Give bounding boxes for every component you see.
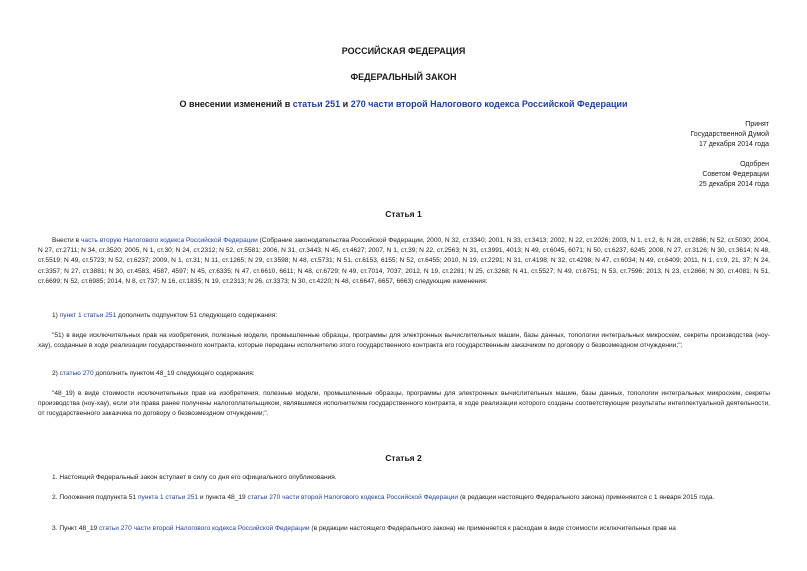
paragraph-3-text: 3. Пункт 48_19 [52, 525, 99, 532]
article-2-paragraph-1 [38, 473, 770, 483]
adopted-label: Принят [745, 121, 769, 128]
article-1-item-1 [38, 311, 770, 321]
quote-2-text: "48_19) в виде стоимости исключительных прав на изобретения, полезные модели, промышленные образцы, программы для электронных вычислительных машин, базы данных, топологии интегральных микросхем, секреты производства (ноу-хау), если эти права ранее получены налогоплательщиком, являвшимся исполнителем государственного контракта, в ходе реализации которого созданы соответствующие результаты интеллектуальной деятельности, от государственного заказчика по договору о безвозмездном отчуждении;". [38, 390, 770, 418]
tax-code-part-two-link[interactable]: часть вторую Налогового кодекса Российской Федерации [80, 237, 258, 244]
paragraph-1-text: 1. Настоящий Федеральный закон вступает в силу со дня его официального опубликования. [52, 474, 337, 481]
article-1-item-2 [38, 369, 770, 379]
quote-1-text: "51) в виде исключительных прав на изобретения, полезные модели, промышленные образцы, программы для электронных вычислительных машин, базы данных, топологии интегральных микросхем, секреты производства (ноу-хау), созданные в ходе реализации государственного контракта, которые переданы исполнителю этого государственного контракта его государственным заказчиком по договору о безвозмездном отчуждении;"; [38, 332, 770, 350]
article-1-quote-2 [38, 389, 770, 420]
paragraph-3-text-end: (в редакции настоящего Федерального закона) не применяется к расходам в виде стоимости исключительных прав на [309, 525, 676, 532]
adopted-date: 17 декабря 2014 года [698, 141, 769, 148]
law-title-link-article-251[interactable]: статьи 251 [292, 99, 341, 109]
article-2-paragraph-3 [38, 524, 770, 534]
article-251-item-1-link-2[interactable]: пункта 1 статьи 251 [137, 494, 199, 501]
approved-body: Советом Федерации [702, 171, 769, 178]
article-1-title: Статья 1 [385, 209, 422, 219]
adopted-block [690, 120, 769, 150]
law-title-text: О внесении изменений в [179, 99, 293, 109]
article-1-intro [38, 236, 770, 287]
approved-date: 25 декабря 2014 года [698, 181, 769, 188]
article-251-item-1-link[interactable]: пункт 1 статьи 251 [59, 312, 117, 319]
item-1-number: 1) [52, 312, 60, 319]
item-2-number: 2) [52, 370, 60, 377]
law-title-text-mid: и [340, 99, 351, 109]
approved-block [699, 160, 769, 190]
article-270-tax-code-link-2[interactable]: статьи 270 части второй Налогового кодекса Российской Федерации [99, 525, 310, 532]
article-1-intro-rest: (Собрание законодательства Российской Федерации, 2000, N 32, ст.3340; 2001, N 33, ст.3413; 2002, N 22, ст.2026; 2003, N 1, ст.2, 6; N 28, ст.2886; N 52, ст.5030; 2004, N 27, ст.2711; N 34, ст.3520; 2005, N 1, ст.30; N 24, ст.2312; N 52, ст.5581; 2006, N 31, ст.3443; N 45, ст.4627; 2007, N 1, ст.39; N 22, ст.2563; N 31, ст.3991, 4013; N 49, ст.6045, 6071; N 50, ст.6237, 6245; 2008, N 27, ст.3126; N 30, ст.3614; N 48, ст.5519; N 49, ст.5723; N 52, ст.6237; 2009, N 1, ст.31; N 11, ст.1265; N 29, ст.3598; N 48, ст.5731; N 51, ст.6153, 6155; N 52, ст.6455; 2010, N 19, ст.2291; N 31, ст.4198; N 32, ст.4298; N 47, ст.6034; N 49, ст.6409; 2011, N 1, ст.9, 21, 37; N 24, ст.3357; N 27, ст.3881; N 30, ст.4583, 4587, 4597; N 45, ст.6335; N 47, ст.6610, 6611; N 48, ст.6729; N 49, ст.7014, 7037; 2012, N 19, ст.2281; N 25, ст.3268; N 41, ст.5527; N 49, ст.6751; N 53, ст.7596; 2013, N 23, ст.2866; N 30, ст.4081; N 51, ст.6699; N 52, ст.6985; 2014, N 8, ст.737; N 16, ст.1835; N 19, ст.2313; N 26, ст.3373; N 30, ст.4220; N 48, ст.6647, 6657, 6663) следующие изменения: [38, 237, 771, 285]
article-1-quote-1 [38, 331, 770, 351]
adopted-body: Государственной Думой [690, 131, 769, 138]
article-2-title: Статья 2 [385, 453, 422, 463]
item-1-text: дополнить подпунктом 51 следующего содержания: [116, 312, 278, 319]
paragraph-2-text-mid: и пункта 48_19 [198, 494, 248, 501]
article-2-paragraph-2 [38, 493, 770, 503]
article-1-intro-text: Внести в [52, 237, 81, 244]
article-270-tax-code-link[interactable]: статьи 270 части второй Налогового кодекса Российской Федерации [247, 494, 459, 501]
law-type-heading: ФЕДЕРАЛЬНЫЙ ЗАКОН [350, 72, 457, 82]
paragraph-2-text-end: (в редакции настоящего Федерального закона) применяются с 1 января 2015 года. [458, 494, 715, 501]
approved-label: Одобрен [740, 161, 769, 168]
paragraph-2-text: 2. Положения подпункта 51 [52, 494, 138, 501]
country-heading: РОССИЙСКАЯ ФЕДЕРАЦИЯ [341, 46, 466, 56]
law-title-link-article-270[interactable]: 270 части второй Налогового кодекса Российской Федерации [350, 99, 628, 109]
article-270-link[interactable]: статью 270 [59, 370, 94, 377]
law-title [0, 99, 807, 109]
item-2-text: дополнить пунктом 48_19 следующего содержания: [93, 370, 255, 377]
